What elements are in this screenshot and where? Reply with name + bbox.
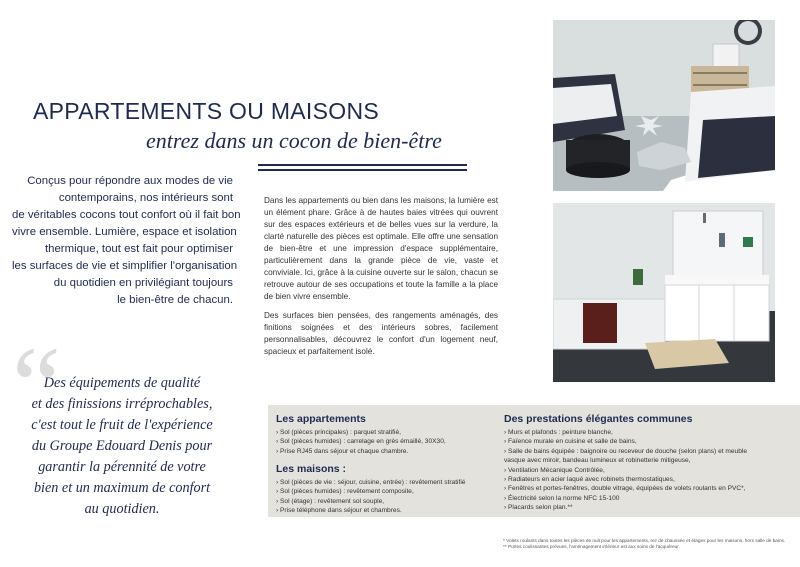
quote-line: garantir la pérennité de votre [38,459,206,475]
bedroom-illustration [553,20,775,191]
quote-mark-icon: “ [12,324,61,446]
intro-line: thermique, tout est fait pour optimiser [44,243,233,255]
quote-line: au quotidien. [84,501,160,517]
body-text [264,195,498,365]
list-item: › Sol (pièces humides) : revêtement composite, [276,488,414,496]
bathroom-photo [553,203,775,382]
body-paragraph: Des surfaces bien pensées, des rangements aménagés, des finitions soignées et des intérieurs sobres, facilement personnalisables, découvrez le confort d'un logement neuf, spacieux et parfaitement isolé. [264,311,498,356]
intro-line: les surfaces de vie et simplifier l'organisation [12,260,238,272]
list-item: › Faïence murale en cuisine et salle de bains, [504,438,637,446]
features-panel [268,405,800,517]
page-title: APPARTEMENTS OU MAISONS [33,98,379,124]
quote-line: bien et un maximum de confort [33,480,211,496]
title-rule-top [258,164,467,166]
bathroom-illustration [553,203,775,382]
intro-line: de véritables cocons tout confort où il fait bon [12,209,241,221]
list-item: › Prise téléphone dans séjour et chambres. [276,507,402,515]
list-item: vasque avec miroir, bandeau lumineux et robinetterie mitigeuse, [504,457,691,465]
footnote: * Volets roulants dans toutes les pièces de nuit pour les appartements, rez de chaussée et étages pour les maisons, hors salle de bains. ** Portes coulissantes prévues, l'aménagement intérieur est aux soins de l'acquéreur. [503,538,786,550]
appartements-heading: Les appartements [276,413,366,425]
prestations-list [504,428,747,513]
quote-line: c'est tout le fruit de l'expérience [31,417,213,433]
appartements-list [276,428,446,456]
body-paragraph: Dans les appartements ou bien dans les maisons, la lumière est un élément phare. Grâce à de hautes baies vitrées qui ouvrent sur des espaces extérieurs et de belles vues sur la verdure, la clarté naturelle des pièces est optimale. Elle offre une sensation de bien-être et une impression d'espace supplémentaire, particulièrement dans la grande pièce de vie, vaste et conviviale. Ici, grâce à la cuisine ouverte sur le salon, chacun se retrouve autour de ses occupations et toute la famille a la place de bien vivre ensemble. [264,196,498,301]
bedroom-photo [553,20,775,191]
title-rule-bottom [258,169,467,171]
intro-line: contemporains, nos intérieurs sont [58,192,233,204]
intro-line: Conçus pour répondre aux modes de vie [27,175,233,187]
list-item: › Radiateurs en acier laqué avec robinets thermostatiques, [504,476,675,484]
list-item: › Ventilation Mécanique Contrôlée, [504,466,605,474]
intro-line: du quotidien en privilégiant toujours [53,277,233,289]
list-item: › Murs et plafonds : peinture blanche, [504,429,613,436]
list-item: › Sol (étage) : revêtement sol souple, [276,497,385,505]
quote-line: et des finissions irréprochables, [31,396,213,412]
maisons-list [276,478,465,516]
maisons-heading: Les maisons : [276,463,347,475]
list-item: › Sol (pièces humides) : carrelage en grès émaillé, 30X30, [276,438,446,446]
list-item: › Électricité selon la norme NFC 15-100 [504,494,620,502]
list-item: › Prise RJ45 dans séjour et chaque chambre. [276,447,409,455]
intro-line: le bien-être de chacun. [117,294,233,306]
intro-line: vivre ensemble. Lumière, espace et isolation [12,226,237,238]
intro-text [12,173,241,309]
list-item: › Placards selon plan.** [504,504,573,512]
list-item: › Fenêtres et portes-fenêtres, double vitrage, équipées de volets roulants en PVC*, [504,485,746,493]
list-item: › Salle de bains équipée : baignoire ou receveur de douche (selon plans) et meuble [504,447,748,455]
pull-quote [10,373,234,520]
page-subtitle: entrez dans un cocon de bien-être [146,128,442,153]
list-item: › Sol (pièces principales) : parquet stratifié, [276,429,401,436]
list-item: › Sol (pièces de vie : séjour, cuisine, entrée) : revêtement stratifié [276,479,466,486]
quote-line: du Groupe Edouard Denis pour [31,438,213,454]
quote-line: Des équipements de qualité [43,375,201,391]
prestations-heading: Des prestations élégantes communes [504,413,693,425]
